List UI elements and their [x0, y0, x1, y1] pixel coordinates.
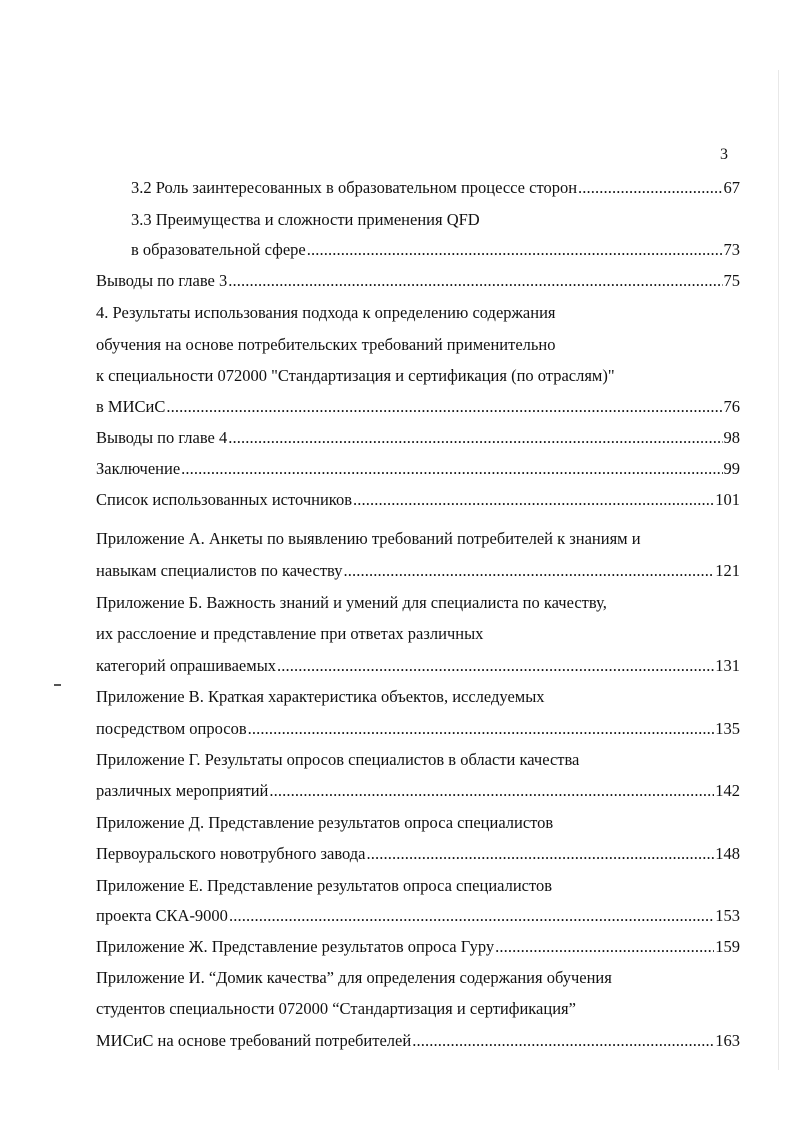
toc-entry-4-line: к специальности 072000 "Стандартизация и сертификация (по отраслям)" — [96, 366, 615, 385]
toc-entry-label: Выводы по главе 3 — [96, 271, 228, 290]
toc-page-number: 67 — [723, 178, 740, 197]
toc-entry-appendix-v-line: Приложение В. Краткая характеристика объектов, исследуемых — [96, 687, 545, 706]
dot-leader — [228, 428, 722, 448]
toc-page-number: 73 — [723, 240, 740, 259]
toc-entry-label: 3.2 Роль заинтересованных в образовательном процессе сторон — [131, 178, 578, 197]
toc-entry-conclusions-4[interactable] — [96, 428, 740, 448]
toc-entry-4-line: обучения на основе потребительских требований применительно — [96, 335, 556, 354]
dot-leader — [181, 459, 722, 479]
toc-page-number: 121 — [715, 561, 740, 580]
toc-entry-appendix-a[interactable] — [96, 561, 740, 581]
toc-page-number: 99 — [723, 459, 740, 478]
toc-entry-appendix-b-line: их расслоение и представление при ответах различных — [96, 624, 484, 643]
toc-entry-label: различных мероприятий — [96, 781, 269, 800]
toc-entry-appendix-i-line: студентов специальности 072000 “Стандартизация и сертификация” — [96, 999, 576, 1018]
toc-entry-3-3-line: 3.3 Преимущества и сложности применения QFD — [131, 210, 480, 229]
toc-entry-label: в МИСиС — [96, 397, 166, 416]
toc-entry-appendix-b-line: Приложение Б. Важность знаний и умений для специалиста по качеству, — [96, 593, 607, 612]
toc-page-number: 98 — [723, 428, 740, 447]
toc-entry-references[interactable] — [96, 490, 740, 510]
toc-page-number: 101 — [715, 490, 740, 509]
dot-leader — [269, 781, 714, 801]
dot-leader — [307, 240, 723, 260]
toc-entry-conclusions-3[interactable] — [96, 271, 740, 291]
toc-entry-label: Первоуральского новотрубного завода — [96, 844, 366, 863]
toc-entry-label: МИСиС на основе требований потребителей — [96, 1031, 412, 1050]
toc-page-number: 135 — [715, 719, 740, 738]
toc-entry-appendix-v[interactable] — [96, 719, 740, 739]
toc-page-number: 159 — [715, 937, 740, 956]
toc-entry-appendix-a-line: Приложение А. Анкеты по выявлению требований потребителей к знаниям и — [96, 529, 641, 548]
toc-entry-appendix-b[interactable] — [96, 656, 740, 676]
toc-entry-label: Заключение — [96, 459, 181, 478]
toc-entry-4-line: 4. Результаты использования подхода к определению содержания — [96, 303, 556, 322]
toc-entry-label: Приложение Ж. Представление результатов опроса Гуру — [96, 937, 495, 956]
dot-leader — [367, 844, 715, 864]
toc-entry-label: навыкам специалистов по качеству — [96, 561, 343, 580]
dot-leader — [578, 178, 722, 198]
toc-entry-conclusion[interactable] — [96, 459, 740, 479]
dot-leader — [412, 1031, 714, 1051]
toc-entry-appendix-i[interactable] — [96, 1031, 740, 1051]
toc-entry-label: посредством опросов — [96, 719, 247, 738]
toc-entry-3-3[interactable] — [131, 240, 740, 260]
toc-entry-label: Список использованных источников — [96, 490, 352, 509]
scan-artifact — [54, 684, 61, 686]
dot-leader — [228, 271, 722, 291]
toc-page-number: 163 — [715, 1031, 740, 1050]
toc-page-number: 142 — [715, 781, 740, 800]
toc-entry-label: Выводы по главе 4 — [96, 428, 228, 447]
toc-entry-appendix-d-line: Приложение Д. Представление результатов опроса специалистов — [96, 813, 554, 832]
toc-entry-label: проекта СКА-9000 — [96, 906, 228, 925]
dot-leader — [277, 656, 714, 676]
toc-page-number: 76 — [723, 397, 740, 416]
toc-entry-3-2[interactable] — [131, 178, 740, 198]
toc-entry-label: в образовательной сфере — [131, 240, 306, 259]
toc-entry-4[interactable] — [96, 397, 740, 417]
dot-leader — [248, 719, 715, 739]
toc-entry-appendix-e[interactable] — [96, 906, 740, 926]
toc-page-number: 131 — [715, 656, 740, 675]
dot-leader — [229, 906, 714, 926]
toc-entry-appendix-i-line: Приложение И. “Домик качества” для определения содержания обучения — [96, 968, 612, 987]
toc-page-number: 75 — [723, 271, 740, 290]
toc-entry-appendix-d[interactable] — [96, 844, 740, 864]
dot-leader — [166, 397, 722, 417]
toc-entry-appendix-g-line: Приложение Г. Результаты опросов специалистов в области качества — [96, 750, 580, 769]
dot-leader — [495, 937, 714, 957]
dot-leader — [353, 490, 714, 510]
toc-entry-label: категорий опрашиваемых — [96, 656, 277, 675]
toc-entry-appendix-zh[interactable] — [96, 937, 740, 957]
toc-page-number: 153 — [715, 906, 740, 925]
page-number: 3 — [720, 146, 728, 163]
toc-entry-appendix-g[interactable] — [96, 781, 740, 801]
dot-leader — [344, 561, 715, 581]
toc-page-number: 148 — [715, 844, 740, 863]
toc-entry-appendix-e-line: Приложение Е. Представление результатов опроса специалистов — [96, 876, 553, 895]
